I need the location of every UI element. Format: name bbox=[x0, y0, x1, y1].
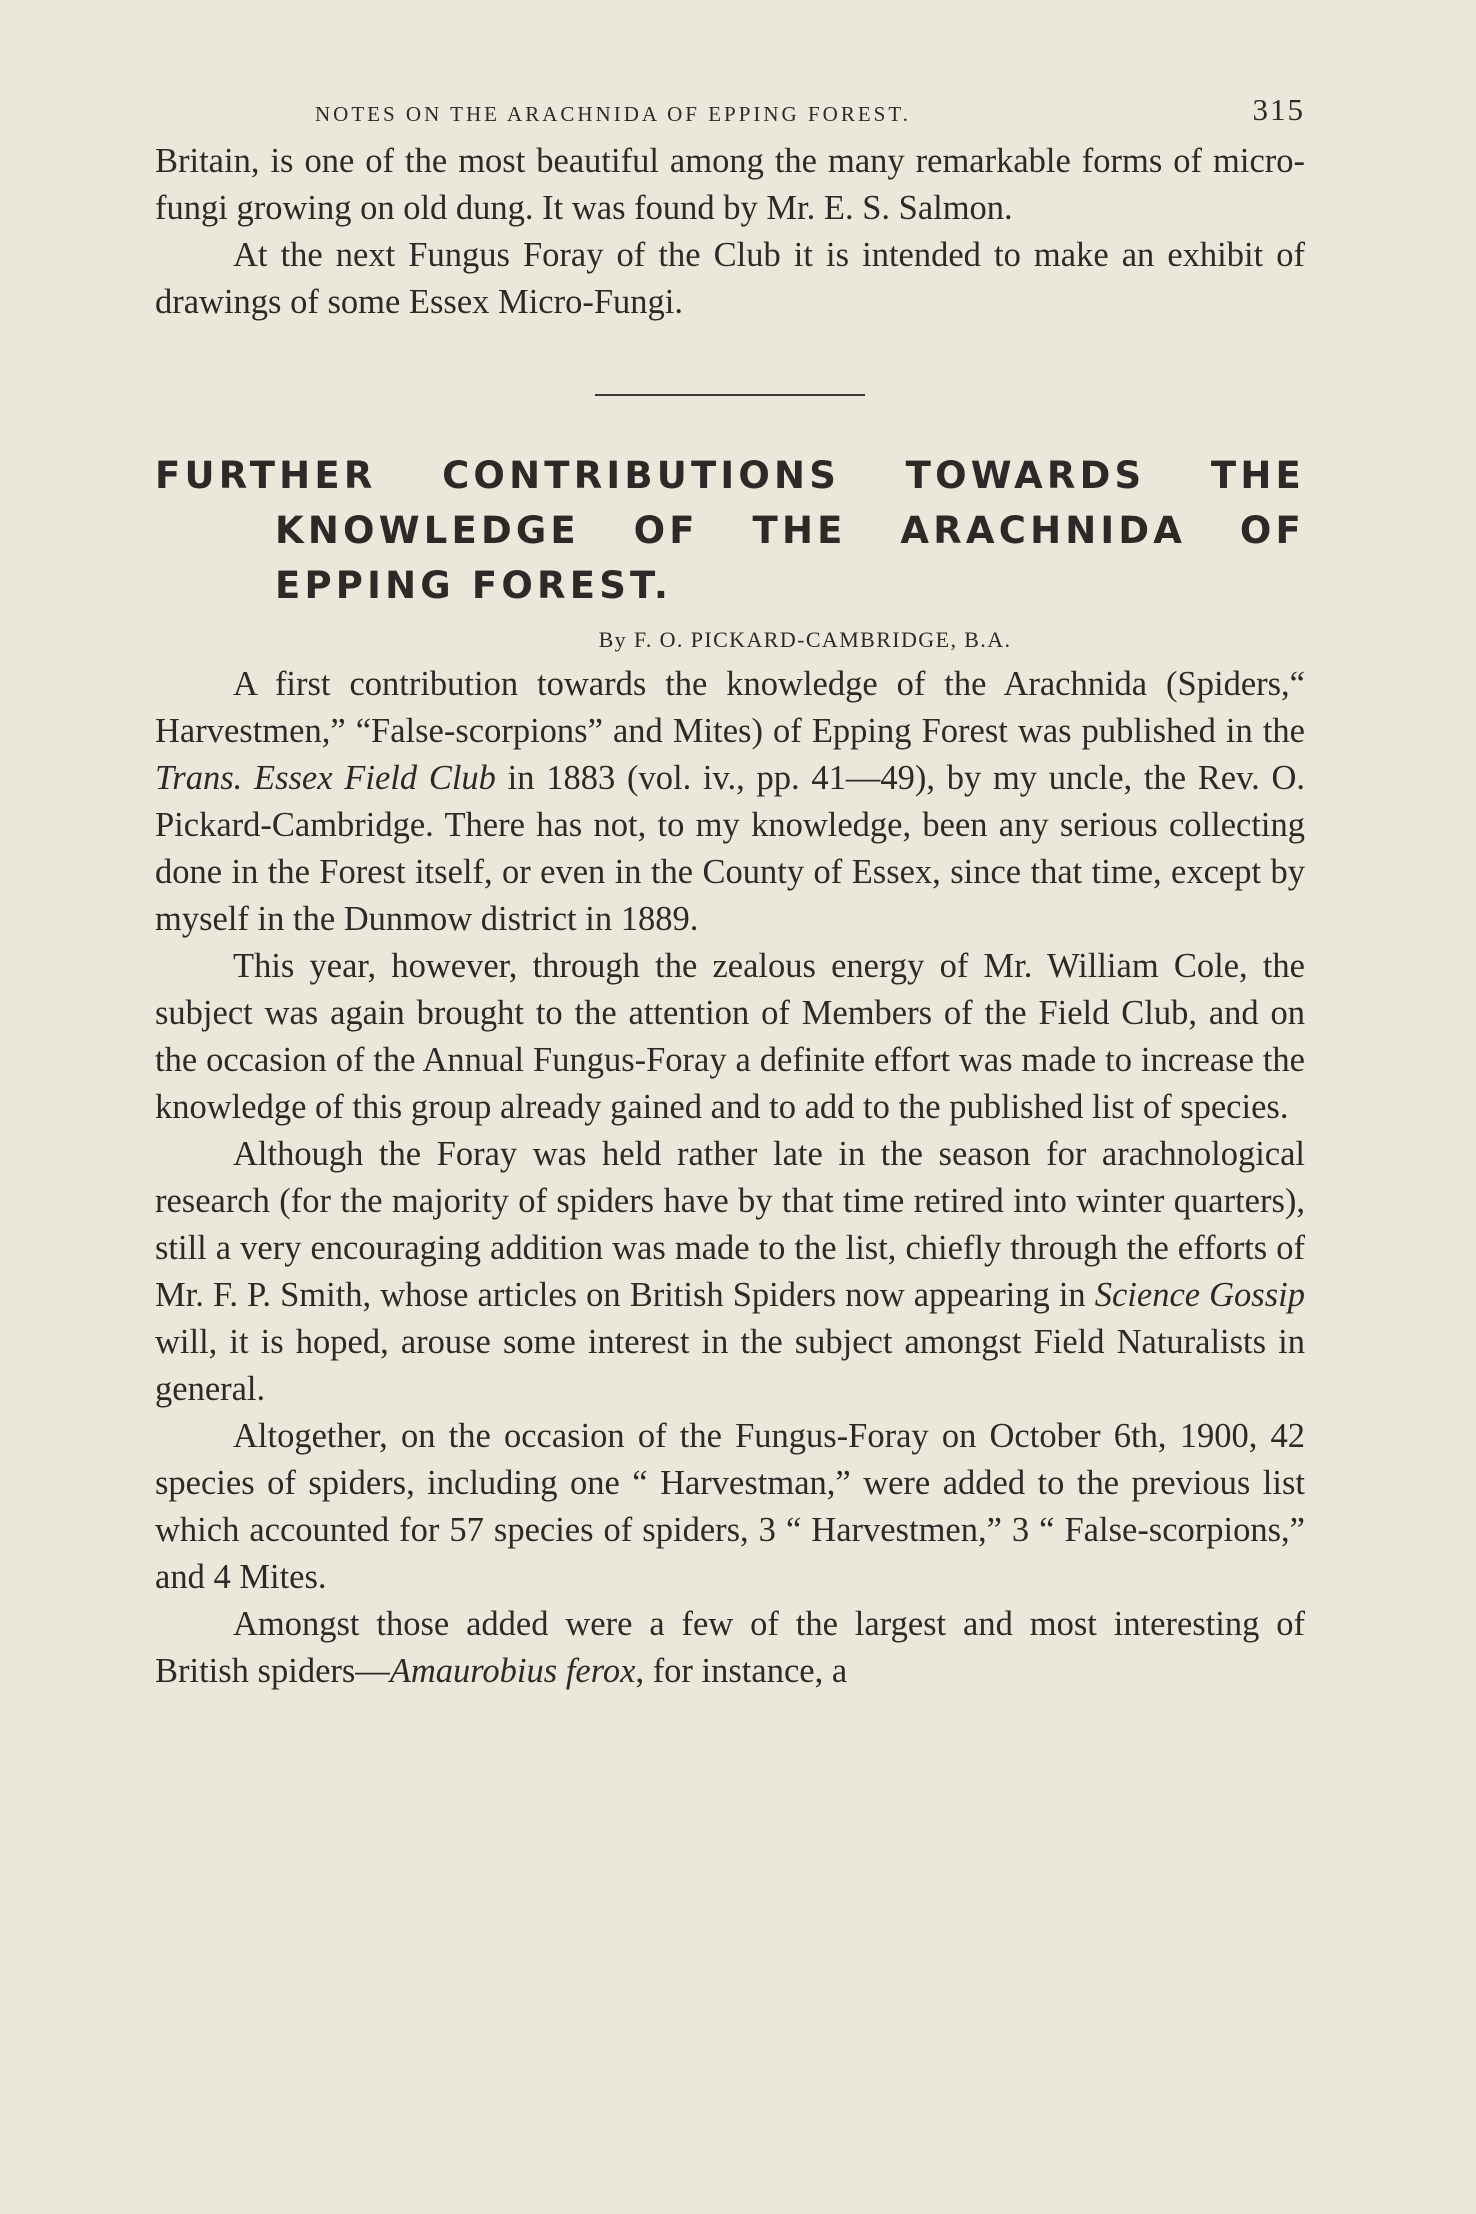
title-word: THE bbox=[1210, 454, 1305, 497]
text-run: , for instance, a bbox=[635, 1652, 848, 1690]
title-word: FURTHER bbox=[155, 454, 377, 497]
journal-title: Trans. Essex Field Club bbox=[155, 759, 496, 797]
text-run: Amongst those added were a few of the largest and most interesting of British spiders— bbox=[155, 1605, 1305, 1690]
article-title-line-2 bbox=[155, 503, 1305, 558]
title-word: OF bbox=[1239, 509, 1305, 552]
title-word: TOWARDS bbox=[905, 454, 1146, 497]
species-name: Amaurobius ferox bbox=[389, 1652, 636, 1690]
body-paragraph-3 bbox=[155, 1131, 1305, 1413]
text-run: A first contribution towards the knowledge of the Arachnida (Spiders,“ Harvestmen,” “False-scorpions” and Mites) of Epping Forest was published in the bbox=[155, 665, 1305, 750]
intro-paragraph-2: At the next Fungus Foray of the Club it is intended to make an exhibit of drawings of some Essex Micro-Fungi. bbox=[155, 236, 1305, 321]
section-divider bbox=[595, 394, 865, 396]
article-title-line-3: EPPING FOREST. bbox=[275, 564, 673, 607]
body-paragraph-2: This year, however, through the zealous energy of Mr. William Cole, the subject was again brought to the attention of Members of the Field Club, and on the occasion of the Annual Fungus-Foray a definite effort was made to increase the knowledge of this group already gained and to add to the published list of species. bbox=[155, 947, 1305, 1126]
article-title bbox=[155, 448, 1305, 613]
text-run: in 1883 (vol. iv., pp. 41—49), by my uncle, the Rev. O. Pickard-Cambridge. There has not, to my knowledge, been any serious collecting done in the Forest itself, or even in the County of Essex, since that time, except by myself in the Dunmow district in 1889. bbox=[155, 759, 1305, 938]
body-paragraph-1 bbox=[155, 661, 1305, 943]
intro-paragraph-1: Britain, is one of the most beautiful among the many remarkable forms of micro-fungi growing on old dung. It was found by Mr. E. S. Salmon. bbox=[155, 142, 1305, 227]
page-number: 315 bbox=[1252, 92, 1305, 127]
body-paragraph-5 bbox=[155, 1601, 1305, 1695]
text-run: Although the Foray was held rather late in the season for arachnological research (for the majority of spiders have by that time retired into winter quarters), still a very encouraging addition was made to the list, chiefly through the efforts of Mr. F. P. Smith, whose articles on British Spiders now appearing in bbox=[155, 1135, 1305, 1314]
article-title-line-1 bbox=[155, 448, 1305, 503]
title-word: OF bbox=[633, 509, 699, 552]
title-word: ARACHNIDA bbox=[900, 509, 1187, 552]
title-word: KNOWLEDGE bbox=[275, 509, 580, 552]
text-run: will, it is hoped, arouse some interest in the subject amongst Field Naturalists in general. bbox=[155, 1323, 1305, 1408]
author-byline: By F. O. PICKARD-CAMBRIDGE, B.A. bbox=[598, 627, 1012, 652]
page-content bbox=[155, 92, 1305, 1695]
title-word: THE bbox=[752, 509, 847, 552]
running-head bbox=[155, 92, 1305, 138]
body-paragraph-4: Altogether, on the occasion of the Fungus-Foray on October 6th, 1900, 42 species of spiders, including one “ Harvestman,” were added to the previous list which accounted for 57 species of spiders, 3 “ Harvestmen,” 3 “ False-scorpions,” and 4 Mites. bbox=[155, 1417, 1305, 1596]
title-word: CONTRIBUTIONS bbox=[442, 454, 841, 497]
publication-title: Science Gossip bbox=[1094, 1276, 1305, 1314]
running-title: NOTES ON THE ARACHNIDA OF EPPING FOREST. bbox=[315, 102, 911, 126]
